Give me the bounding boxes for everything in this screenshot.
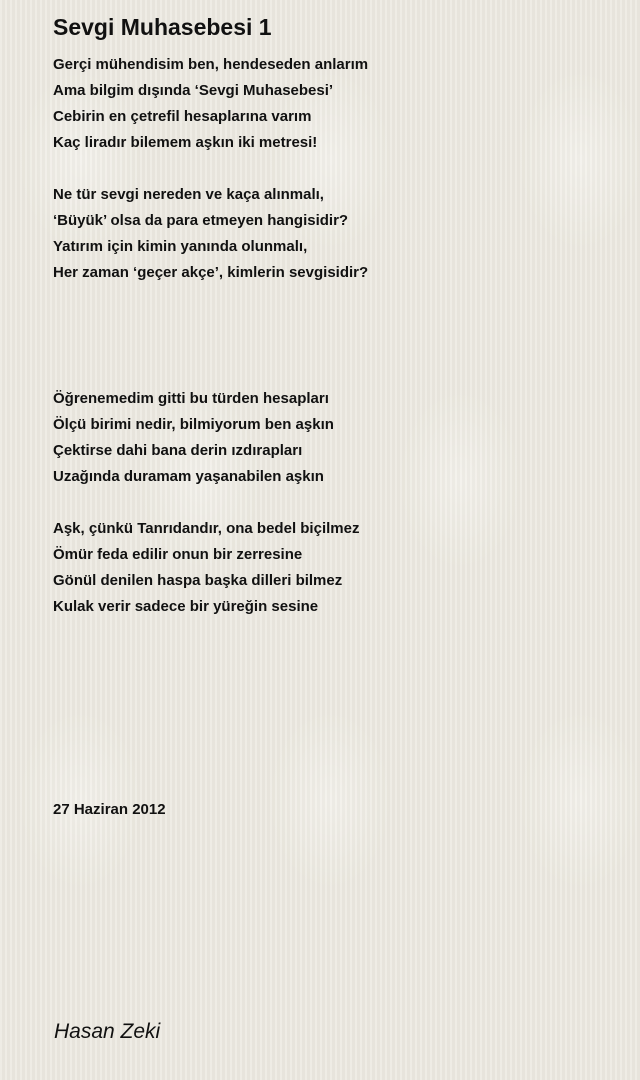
poem-line: Uzağında duramam yaşanabilen aşkın	[53, 468, 324, 485]
stanza-1	[53, 52, 613, 156]
poem-line: Gerçi mühendisim ben, hendeseden anlarım	[53, 56, 369, 73]
poem-line: Yatırım için kimin yanında olunmalı,	[53, 238, 308, 255]
poem-line: Aşk, çünkü Tanrıdandır, ona bedel biçilmez	[53, 520, 360, 537]
poem-line: Ama bilgim dışında ‘Sevgi Muhasebesi’	[53, 82, 334, 99]
poem-date: 27 Haziran 2012	[53, 801, 166, 818]
poem-line: Kaç liradır bilemem aşkın iki metresi!	[53, 134, 318, 151]
poem-author: Hasan Zeki	[54, 1020, 161, 1043]
poem-body	[53, 52, 613, 620]
poem-line: Çektirse dahi bana derin ızdırapları	[53, 442, 303, 459]
poem-line: Gönül denilen haspa başka dilleri bilmez	[53, 572, 343, 589]
poem-line: ‘Büyük’ olsa da para etmeyen hangisidir?	[53, 212, 349, 229]
poem-line: Her zaman ‘geçer akçe’, kimlerin sevgisidir?	[53, 264, 369, 281]
poem-line: Kulak verir sadece bir yüreğin sesine	[53, 598, 319, 615]
poem-line: Ne tür sevgi nereden ve kaça alınmalı,	[53, 186, 324, 203]
stanza-break	[53, 156, 613, 182]
stanza-3	[53, 386, 613, 490]
poem-title: Sevgi Muhasebesi 1	[53, 14, 272, 40]
poem-line: Ölçü birimi nedir, bilmiyorum ben aşkın	[53, 416, 334, 433]
section-break	[53, 286, 613, 386]
poem-line: Cebirin en çetrefil hesaplarına varım	[53, 108, 312, 125]
stanza-break	[53, 490, 613, 516]
poem-line: Öğrenemedim gitti bu türden hesapları	[53, 390, 329, 407]
stanza-4	[53, 516, 613, 620]
poem-line: Ömür feda edilir onun bir zerresine	[53, 546, 303, 563]
stanza-2	[53, 182, 613, 286]
